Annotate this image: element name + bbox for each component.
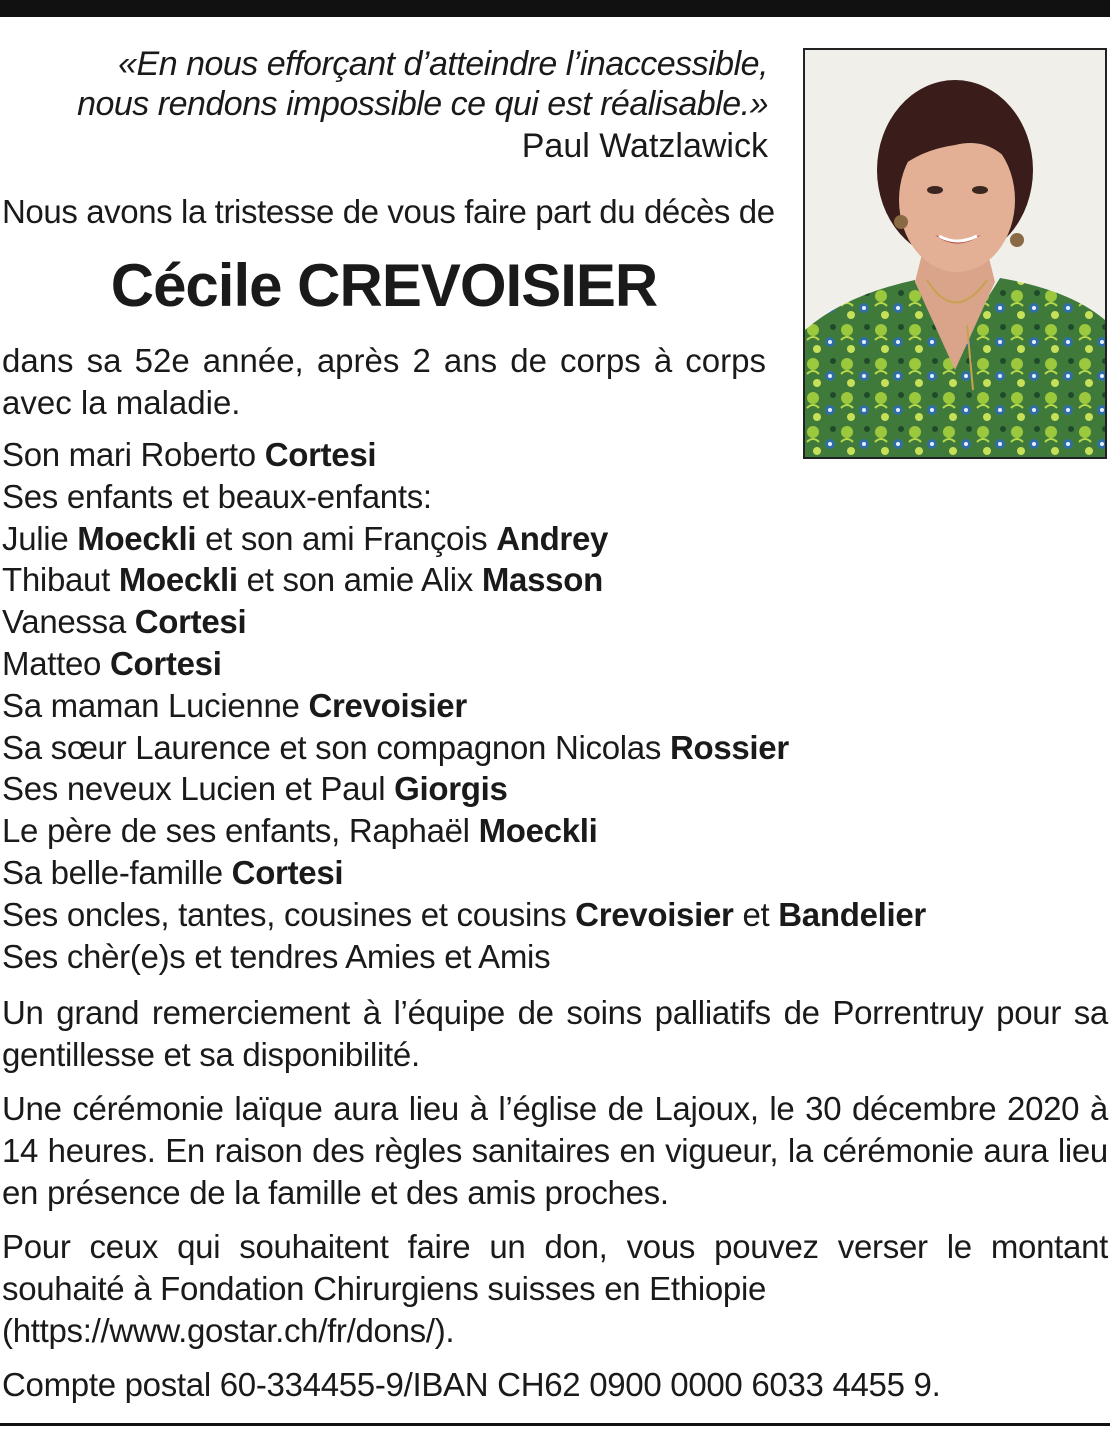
- top-rule: [0, 0, 1110, 17]
- family-line: Sa belle-famille Cortesi: [2, 853, 344, 891]
- quote-line-2: nous rendons impossible ce qui est réalisable.»: [77, 85, 768, 123]
- family-line: Ses neveux Lucien et Paul Giorgis: [2, 770, 508, 808]
- family-line: Thibaut Moeckli et son amie Alix Masson: [2, 561, 603, 599]
- quote-line-1: «En nous efforçant d’atteindre l’inaccessible,: [118, 45, 768, 83]
- thanks-paragraph: Un grand remerciement à l’équipe de soins palliatifs de Porrentruy pour sa gentillesse et sa disponibilité.: [2, 994, 1108, 1073]
- quote-author: Paul Watzlawick: [521, 127, 768, 165]
- ceremony-paragraph: Une cérémonie laïque aura lieu à l’église de Lajoux, le 30 décembre 2020 à 14 heures. En raison des règles sanitaires en vigueur, la cérémonie aura lieu en présence de la famille et des amis proches.: [2, 1090, 1108, 1211]
- family-line: Son mari Roberto Cortesi: [2, 436, 377, 473]
- family-line: Julie Moeckli et son ami François Andrey: [2, 519, 609, 557]
- family-line: Ses oncles, tantes, cousines et cousins Crevoisier et Bandelier: [2, 895, 926, 933]
- epigraph-quote: [8, 44, 768, 124]
- family-line: Sa sœur Laurence et son compagnon Nicolas Rossier: [2, 728, 789, 766]
- family-line: Matteo Cortesi: [2, 644, 222, 682]
- family-line: Ses chèr(e)s et tendres Amies et Amis: [2, 937, 551, 975]
- donation-link: (https://www.gostar.ch/fr/dons/).: [2, 1312, 455, 1349]
- intro-text: Nous avons la tristesse de vous faire part du décès de: [2, 193, 775, 230]
- family-list: [2, 434, 926, 977]
- deceased-name: Cécile CREVOISIER: [110, 252, 658, 319]
- family-line: Vanessa Cortesi: [2, 603, 247, 641]
- age-text: dans sa 52e année, après 2 ans de corps à corps avec la maladie.: [2, 342, 766, 421]
- family-line: Ses enfants et beaux-enfants:: [2, 477, 432, 515]
- account-line: Compte postal 60-334455-9/IBAN CH62 0900 0000 6033 4455 9.: [2, 1366, 941, 1403]
- family-line: Le père de ses enfants, Raphaël Moeckli: [2, 812, 598, 850]
- portrait-illustration: [805, 50, 1105, 457]
- family-line: Sa maman Lucienne Crevoisier: [2, 686, 467, 724]
- portrait-photo: [803, 48, 1107, 459]
- bottom-rule: [0, 1423, 1110, 1426]
- donation-paragraph: [2, 1226, 1108, 1352]
- donation-text: Pour ceux qui souhaitent faire un don, vous pouvez verser le montant souhaité à Fondation Chirurgiens suisses en Ethiopie: [2, 1228, 1108, 1307]
